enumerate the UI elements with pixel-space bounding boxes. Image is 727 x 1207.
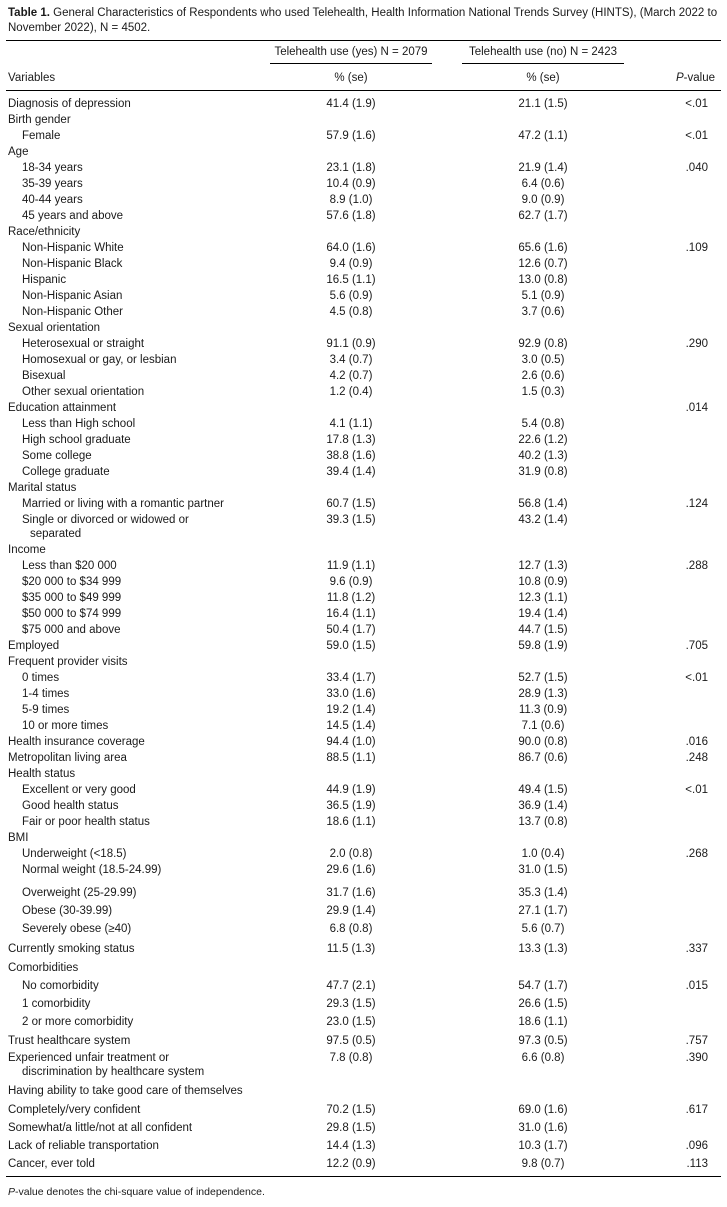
cell-telehealth-no: 12.7 (1.3) xyxy=(518,560,568,572)
row-label: Obese (30-39.99) xyxy=(22,905,113,917)
table-row xyxy=(0,384,727,400)
table-row xyxy=(0,846,727,862)
table-row xyxy=(0,862,727,878)
cell-telehealth-no: 7.1 (0.6) xyxy=(521,720,565,732)
table-row xyxy=(0,1120,727,1136)
row-label: 0 times xyxy=(22,672,60,684)
cell-p-value: .109 xyxy=(685,242,708,254)
cell-telehealth-no: 12.6 (0.7) xyxy=(518,258,568,270)
row-label: Age xyxy=(8,146,29,158)
cell-p-value: .040 xyxy=(685,162,708,174)
table-row xyxy=(0,960,727,976)
cell-telehealth-no: 9.0 (0.9) xyxy=(521,194,565,206)
cell-telehealth-no: 56.8 (1.4) xyxy=(518,498,568,510)
cell-telehealth-no: 31.9 (0.8) xyxy=(518,466,568,478)
row-label: Education attainment xyxy=(8,402,117,414)
table-row xyxy=(0,320,727,336)
cell-telehealth-yes: 31.7 (1.6) xyxy=(326,887,376,899)
table-row xyxy=(0,1014,727,1030)
table-row xyxy=(0,1064,727,1080)
header-telehealth-yes: Telehealth use (yes) N = 2079 xyxy=(274,46,428,58)
cell-telehealth-yes: 6.8 (0.8) xyxy=(329,923,373,935)
cell-p-value: .016 xyxy=(685,736,708,748)
table-row xyxy=(0,670,727,686)
cell-telehealth-no: 28.9 (1.3) xyxy=(518,688,568,700)
cell-telehealth-yes: 64.0 (1.6) xyxy=(326,242,376,254)
cell-p-value: .617 xyxy=(685,1104,708,1116)
table-row xyxy=(0,921,727,937)
bottom-rule xyxy=(6,1176,721,1177)
cell-telehealth-yes: 70.2 (1.5) xyxy=(326,1104,376,1116)
cell-telehealth-yes: 91.1 (0.9) xyxy=(326,338,376,350)
table-row xyxy=(0,1033,727,1049)
row-label: Somewhat/a little/not at all confident xyxy=(8,1122,193,1134)
cell-p-value: <.01 xyxy=(685,130,708,142)
row-label: 18-34 years xyxy=(22,162,83,174)
row-label: Non-Hispanic Black xyxy=(22,258,123,270)
cell-telehealth-yes: 4.5 (0.8) xyxy=(329,306,373,318)
cell-p-value: .014 xyxy=(685,402,708,414)
cell-telehealth-no: 36.9 (1.4) xyxy=(518,800,568,812)
cell-telehealth-no: 5.4 (0.8) xyxy=(521,418,565,430)
table-row xyxy=(0,336,727,352)
cell-telehealth-no: 69.0 (1.6) xyxy=(518,1104,568,1116)
cell-p-value: .124 xyxy=(685,498,708,510)
cell-telehealth-no: 26.6 (1.5) xyxy=(518,998,568,1010)
cell-telehealth-yes: 7.8 (0.8) xyxy=(329,1052,373,1064)
cell-telehealth-no: 9.8 (0.7) xyxy=(521,1158,565,1170)
cell-telehealth-yes: 38.8 (1.6) xyxy=(326,450,376,462)
row-label: Underweight (<18.5) xyxy=(22,848,127,860)
table-row xyxy=(0,590,727,606)
cell-p-value: <.01 xyxy=(685,784,708,796)
table-row xyxy=(0,368,727,384)
row-label: Other sexual orientation xyxy=(22,386,145,398)
cell-telehealth-yes: 2.0 (0.8) xyxy=(329,848,373,860)
row-label: Normal weight (18.5-24.99) xyxy=(22,864,162,876)
cell-telehealth-yes: 39.4 (1.4) xyxy=(326,466,376,478)
header-rule xyxy=(6,90,721,91)
row-label: Completely/very confident xyxy=(8,1104,141,1116)
cell-telehealth-yes: 59.0 (1.5) xyxy=(326,640,376,652)
row-label: Health status xyxy=(8,768,76,780)
table-row xyxy=(0,526,727,542)
row-label: Less than $20 000 xyxy=(22,560,117,572)
row-label: Homosexual or gay, or lesbian xyxy=(22,354,177,366)
row-label: Less than High school xyxy=(22,418,136,430)
table-row xyxy=(0,798,727,814)
cell-telehealth-no: 5.6 (0.7) xyxy=(521,923,565,935)
cell-telehealth-no: 40.2 (1.3) xyxy=(518,450,568,462)
cell-telehealth-yes: 19.2 (1.4) xyxy=(326,704,376,716)
row-label: Metropolitan living area xyxy=(8,752,127,764)
cell-telehealth-yes: 57.9 (1.6) xyxy=(326,130,376,142)
cell-telehealth-yes: 11.8 (1.2) xyxy=(326,592,376,604)
row-label: $75 000 and above xyxy=(22,624,121,636)
cell-telehealth-yes: 29.3 (1.5) xyxy=(326,998,376,1010)
row-label: Frequent provider visits xyxy=(8,656,128,668)
table-row xyxy=(0,480,727,496)
cell-telehealth-yes: 57.6 (1.8) xyxy=(326,210,376,222)
row-label: Some college xyxy=(22,450,92,462)
footnote-p: P xyxy=(8,1186,16,1198)
header-yes-se: % (se) xyxy=(334,72,368,84)
table-label: Table 1. xyxy=(8,7,50,19)
cell-telehealth-yes: 14.4 (1.3) xyxy=(326,1140,376,1152)
cell-p-value: .290 xyxy=(685,338,708,350)
cell-telehealth-yes: 9.4 (0.9) xyxy=(329,258,373,270)
cell-telehealth-no: 54.7 (1.7) xyxy=(518,980,568,992)
table-row xyxy=(0,448,727,464)
table-row xyxy=(0,128,727,144)
table-row xyxy=(0,718,727,734)
cell-telehealth-yes: 41.4 (1.9) xyxy=(326,98,376,110)
table-row xyxy=(0,734,727,750)
header-no-se: % (se) xyxy=(526,72,560,84)
cell-p-value: .390 xyxy=(685,1052,708,1064)
table-row xyxy=(0,978,727,994)
cell-telehealth-no: 92.9 (0.8) xyxy=(518,338,568,350)
cell-telehealth-no: 11.3 (0.9) xyxy=(518,704,568,716)
row-label: 35-39 years xyxy=(22,178,83,190)
cell-telehealth-yes: 18.6 (1.1) xyxy=(326,816,376,828)
row-label: Non-Hispanic White xyxy=(22,242,124,254)
cell-telehealth-no: 31.0 (1.6) xyxy=(518,1122,568,1134)
cell-telehealth-no: 35.3 (1.4) xyxy=(518,887,568,899)
row-label: Single or divorced or widowed or xyxy=(22,514,189,526)
cell-telehealth-yes: 44.9 (1.9) xyxy=(326,784,376,796)
table-row xyxy=(0,96,727,112)
cell-telehealth-yes: 16.4 (1.1) xyxy=(326,608,376,620)
row-label: Marital status xyxy=(8,482,77,494)
row-label: Lack of reliable transportation xyxy=(8,1140,159,1152)
table-row xyxy=(0,654,727,670)
row-label: separated xyxy=(30,528,82,540)
cell-telehealth-yes: 8.9 (1.0) xyxy=(329,194,373,206)
cell-telehealth-no: 22.6 (1.2) xyxy=(518,434,568,446)
cell-p-value: .248 xyxy=(685,752,708,764)
table-row xyxy=(0,224,727,240)
cell-telehealth-yes: 1.2 (0.4) xyxy=(329,386,373,398)
cell-telehealth-yes: 29.9 (1.4) xyxy=(326,905,376,917)
cell-p-value: .015 xyxy=(685,980,708,992)
table-row xyxy=(0,176,727,192)
cell-telehealth-no: 21.1 (1.5) xyxy=(518,98,568,110)
row-label: 1-4 times xyxy=(22,688,70,700)
top-rule xyxy=(6,40,721,41)
table-row xyxy=(0,1156,727,1172)
footnote-text: -value denotes the chi-square value of independence. xyxy=(15,1186,265,1198)
cell-telehealth-yes: 10.4 (0.9) xyxy=(326,178,376,190)
row-label: $50 000 to $74 999 xyxy=(22,608,122,620)
cell-telehealth-yes: 94.4 (1.0) xyxy=(326,736,376,748)
cell-telehealth-no: 31.0 (1.5) xyxy=(518,864,568,876)
cell-telehealth-yes: 23.1 (1.8) xyxy=(326,162,376,174)
cell-telehealth-no: 43.2 (1.4) xyxy=(518,514,568,526)
table-row xyxy=(0,352,727,368)
cell-telehealth-yes: 9.6 (0.9) xyxy=(329,576,373,588)
cell-telehealth-no: 13.7 (0.8) xyxy=(518,816,568,828)
cell-telehealth-yes: 29.8 (1.5) xyxy=(326,1122,376,1134)
table-row xyxy=(0,638,727,654)
row-label: College graduate xyxy=(22,466,110,478)
table-row xyxy=(0,542,727,558)
cell-telehealth-no: 86.7 (0.6) xyxy=(518,752,568,764)
cell-telehealth-no: 59.8 (1.9) xyxy=(518,640,568,652)
row-label: Having ability to take good care of themselves xyxy=(8,1085,243,1097)
row-label: 1 comorbidity xyxy=(22,998,91,1010)
cell-telehealth-no: 6.4 (0.6) xyxy=(521,178,565,190)
cell-telehealth-yes: 29.6 (1.6) xyxy=(326,864,376,876)
table-row xyxy=(0,240,727,256)
cell-telehealth-no: 90.0 (0.8) xyxy=(518,736,568,748)
row-label: Non-Hispanic Asian xyxy=(22,290,123,302)
row-label: Non-Hispanic Other xyxy=(22,306,123,318)
table-row xyxy=(0,750,727,766)
cell-telehealth-yes: 11.9 (1.1) xyxy=(326,560,376,572)
table-row xyxy=(0,432,727,448)
cell-telehealth-yes: 97.5 (0.5) xyxy=(326,1035,376,1047)
table-footnote xyxy=(8,1186,265,1198)
cell-p-value: .288 xyxy=(685,560,708,572)
table-row xyxy=(0,288,727,304)
cell-telehealth-no: 12.3 (1.1) xyxy=(518,592,568,604)
row-label: Hispanic xyxy=(22,274,67,286)
cell-telehealth-no: 13.0 (0.8) xyxy=(518,274,568,286)
cell-p-value: <.01 xyxy=(685,98,708,110)
table-row xyxy=(0,496,727,512)
row-label: 2 or more comorbidity xyxy=(22,1016,134,1028)
cell-telehealth-no: 6.6 (0.8) xyxy=(521,1052,565,1064)
cell-telehealth-yes: 36.5 (1.9) xyxy=(326,800,376,812)
table-row xyxy=(0,574,727,590)
cell-telehealth-no: 62.7 (1.7) xyxy=(518,210,568,222)
cell-telehealth-yes: 11.5 (1.3) xyxy=(326,943,376,955)
cell-p-value: .757 xyxy=(685,1035,708,1047)
row-label: $35 000 to $49 999 xyxy=(22,592,122,604)
cell-telehealth-yes: 33.0 (1.6) xyxy=(326,688,376,700)
cell-p-value: <.01 xyxy=(685,672,708,684)
row-label: discrimination by healthcare system xyxy=(22,1066,205,1078)
table-row xyxy=(0,606,727,622)
header-variables: Variables xyxy=(8,72,56,84)
cell-p-value: .268 xyxy=(685,848,708,860)
cell-telehealth-no: 3.7 (0.6) xyxy=(521,306,565,318)
cell-telehealth-no: 65.6 (1.6) xyxy=(518,242,568,254)
table-row xyxy=(0,830,727,846)
cell-telehealth-no: 3.0 (0.5) xyxy=(521,354,565,366)
row-label: Excellent or very good xyxy=(22,784,136,796)
cell-telehealth-yes: 50.4 (1.7) xyxy=(326,624,376,636)
cell-telehealth-yes: 33.4 (1.7) xyxy=(326,672,376,684)
table-row xyxy=(0,416,727,432)
cell-telehealth-yes: 60.7 (1.5) xyxy=(326,498,376,510)
row-label: BMI xyxy=(8,832,29,844)
cell-telehealth-no: 10.8 (0.9) xyxy=(518,576,568,588)
table-row xyxy=(0,885,727,901)
table-row xyxy=(0,558,727,574)
table-row xyxy=(0,622,727,638)
row-label: Severely obese (≥40) xyxy=(22,923,132,935)
row-label: Experienced unfair treatment or xyxy=(8,1052,170,1064)
cell-telehealth-no: 44.7 (1.5) xyxy=(518,624,568,636)
table-row xyxy=(0,941,727,957)
table-row xyxy=(0,814,727,830)
row-label: Sexual orientation xyxy=(8,322,101,334)
cell-telehealth-no: 10.3 (1.7) xyxy=(518,1140,568,1152)
row-label: Good health status xyxy=(22,800,119,812)
row-label: Bisexual xyxy=(22,370,66,382)
table-row xyxy=(0,903,727,919)
cell-telehealth-yes: 39.3 (1.5) xyxy=(326,514,376,526)
cell-telehealth-yes: 12.2 (0.9) xyxy=(326,1158,376,1170)
cell-telehealth-no: 47.2 (1.1) xyxy=(518,130,568,142)
row-label: Diagnosis of depression xyxy=(8,98,131,110)
cell-telehealth-no: 52.7 (1.5) xyxy=(518,672,568,684)
cell-telehealth-no: 13.3 (1.3) xyxy=(518,943,568,955)
table-row xyxy=(0,1138,727,1154)
cell-telehealth-no: 21.9 (1.4) xyxy=(518,162,568,174)
cell-telehealth-no: 1.5 (0.3) xyxy=(521,386,565,398)
row-label: Overweight (25-29.99) xyxy=(22,887,137,899)
header-no-underline xyxy=(462,63,624,64)
row-label: Trust healthcare system xyxy=(8,1035,131,1047)
row-label: $20 000 to $34 999 xyxy=(22,576,122,588)
row-label: 40-44 years xyxy=(22,194,83,206)
row-label: Heterosexual or straight xyxy=(22,338,145,350)
table-row xyxy=(0,1083,727,1099)
row-label: 5-9 times xyxy=(22,704,70,716)
header-p-value: P-value xyxy=(676,72,715,84)
cell-p-value: .113 xyxy=(686,1158,708,1170)
cell-telehealth-no: 18.6 (1.1) xyxy=(518,1016,568,1028)
row-label: Married or living with a romantic partner xyxy=(22,498,224,510)
table-row xyxy=(0,160,727,176)
row-label: No comorbidity xyxy=(22,980,99,992)
cell-telehealth-no: 97.3 (0.5) xyxy=(518,1035,568,1047)
table-row xyxy=(0,304,727,320)
row-label: Employed xyxy=(8,640,60,652)
cell-telehealth-yes: 88.5 (1.1) xyxy=(326,752,376,764)
row-label: 10 or more times xyxy=(22,720,109,732)
cell-telehealth-no: 1.0 (0.4) xyxy=(521,848,565,860)
table-row xyxy=(0,272,727,288)
table-row xyxy=(0,256,727,272)
table-row xyxy=(0,686,727,702)
row-label: High school graduate xyxy=(22,434,131,446)
cell-telehealth-yes: 3.4 (0.7) xyxy=(329,354,373,366)
table-row xyxy=(0,400,727,416)
row-label: Cancer, ever told xyxy=(8,1158,95,1170)
table-row xyxy=(0,702,727,718)
cell-telehealth-yes: 4.2 (0.7) xyxy=(329,370,373,382)
table-caption xyxy=(8,6,720,36)
table-row xyxy=(0,766,727,782)
cell-telehealth-yes: 16.5 (1.1) xyxy=(326,274,376,286)
table-row xyxy=(0,782,727,798)
row-label: Fair or poor health status xyxy=(22,816,150,828)
row-label: Income xyxy=(8,544,46,556)
table-row xyxy=(0,208,727,224)
cell-telehealth-yes: 23.0 (1.5) xyxy=(326,1016,376,1028)
cell-p-value: .337 xyxy=(685,943,708,955)
row-label: Comorbidities xyxy=(8,962,79,974)
table-row xyxy=(0,996,727,1012)
table-row xyxy=(0,112,727,128)
cell-telehealth-yes: 17.8 (1.3) xyxy=(326,434,376,446)
cell-telehealth-yes: 47.7 (2.1) xyxy=(326,980,376,992)
header-yes-underline xyxy=(270,63,432,64)
table-row xyxy=(0,1102,727,1118)
table-row xyxy=(0,144,727,160)
cell-telehealth-no: 19.4 (1.4) xyxy=(518,608,568,620)
header-telehealth-no: Telehealth use (no) N = 2423 xyxy=(468,46,617,58)
cell-telehealth-yes: 14.5 (1.4) xyxy=(326,720,376,732)
cell-telehealth-yes: 4.1 (1.1) xyxy=(329,418,373,430)
row-label: Race/ethnicity xyxy=(8,226,81,238)
cell-telehealth-no: 2.6 (0.6) xyxy=(521,370,565,382)
table-row xyxy=(0,192,727,208)
cell-p-value: .705 xyxy=(685,640,708,652)
table-row xyxy=(0,464,727,480)
cell-telehealth-no: 5.1 (0.9) xyxy=(521,290,565,302)
row-label: Birth gender xyxy=(8,114,71,126)
row-label: Health insurance coverage xyxy=(8,736,145,748)
row-label: 45 years and above xyxy=(22,210,124,222)
row-label: Currently smoking status xyxy=(8,943,135,955)
cell-telehealth-no: 49.4 (1.5) xyxy=(518,784,568,796)
cell-telehealth-no: 27.1 (1.7) xyxy=(518,905,568,917)
table-caption-text: General Characteristics of Respondents who used Telehealth, Health Information National Trends Survey (HINTS), (March 2022 to November 2022), N = 4502. xyxy=(8,7,718,34)
cell-telehealth-yes: 5.6 (0.9) xyxy=(329,290,373,302)
row-label: Female xyxy=(22,130,61,142)
cell-p-value: .096 xyxy=(685,1140,708,1152)
